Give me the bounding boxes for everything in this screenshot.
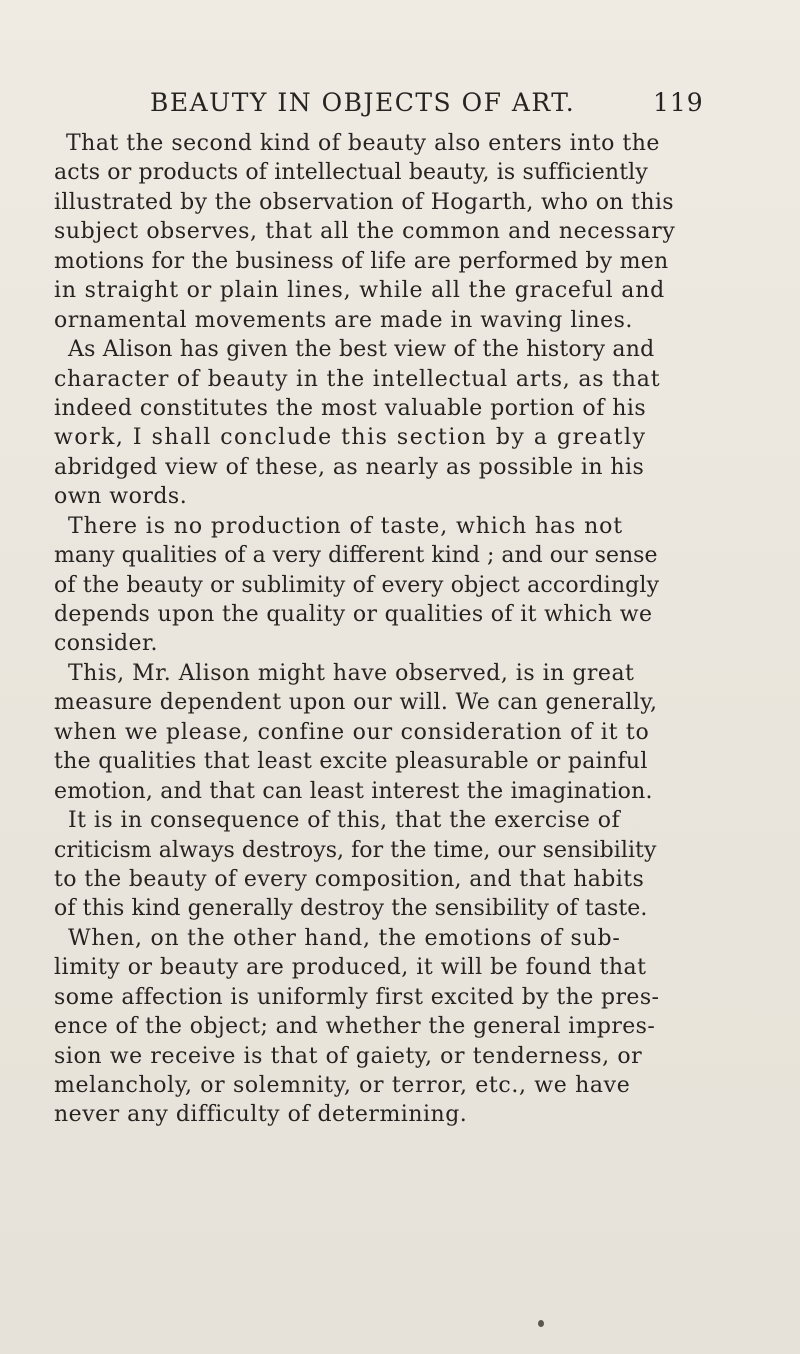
text-line: the qualities that least excite pleasurable or painful xyxy=(54,749,648,775)
ink-spot xyxy=(538,1320,544,1327)
text-line: That the second kind of beauty also enters into the xyxy=(66,131,660,156)
text-line: sion we receive is that of gaiety, or tenderness, or xyxy=(54,1043,643,1069)
text-line: of this kind generally destroy the sensibility of taste. xyxy=(54,896,648,922)
text-line: When, on the other hand, the emotions of sub- xyxy=(68,925,621,951)
text-line: limity or beauty are produced, it will be found that xyxy=(54,955,647,981)
body-text xyxy=(54,129,770,1130)
text-line: ence of the object; and whether the general impres- xyxy=(54,1014,656,1040)
text-line: consider. xyxy=(54,631,158,657)
text-line: work, I shall conclude this section by a greatly xyxy=(54,425,647,451)
text-line: criticism always destroys, for the time, our sensibility xyxy=(54,837,657,863)
text-line: some affection is uniformly first excited by the pres- xyxy=(54,984,660,1010)
text-line: never any difficulty of determining. xyxy=(54,1102,468,1128)
text-line: ornamental movements are made in waving lines. xyxy=(54,307,633,333)
text-line: when we please, confine our consideration of it to xyxy=(54,719,650,745)
text-line: motions for the business of life are performed by men xyxy=(54,248,669,274)
running-header xyxy=(0,86,800,120)
text-line: of the beauty or sublimity of every object accordingly xyxy=(54,572,660,598)
text-line: As Alison has given the best view of the history and xyxy=(68,337,655,363)
text-line: abridged view of these, as nearly as possible in his xyxy=(54,454,645,480)
text-line: It is in consequence of this, that the exercise of xyxy=(68,808,621,834)
text-line: This, Mr. Alison might have observed, is in great xyxy=(68,660,635,686)
text-line: emotion, and that can least interest the imagination. xyxy=(54,778,653,804)
text-line: own words. xyxy=(54,484,188,510)
page-number: 119 xyxy=(653,88,704,117)
text-line: measure dependent upon our will. We can generally, xyxy=(54,690,658,716)
text-line: indeed constitutes the most valuable portion of his xyxy=(54,395,647,421)
text-line: subject observes, that all the common and necessary xyxy=(54,219,676,245)
text-line: many qualities of a very different kind ; and our sense xyxy=(54,543,658,569)
text-line: character of beauty in the intellectual arts, as that xyxy=(54,366,661,392)
text-line: acts or products of intellectual beauty, is sufficiently xyxy=(54,160,648,186)
text-line: depends upon the quality or qualities of it which we xyxy=(54,602,653,627)
text-line: to the beauty of every composition, and that habits xyxy=(54,866,645,892)
text-line: in straight or plain lines, while all the graceful and xyxy=(54,278,666,304)
text-line: melancholy, or solemnity, or terror, etc., we have xyxy=(54,1073,631,1098)
text-line: There is no production of taste, which has not xyxy=(68,513,624,539)
text-line: illustrated by the observation of Hogarth, who on this xyxy=(54,189,674,215)
running-title: BEAUTY IN OBJECTS OF ART. xyxy=(150,88,576,117)
